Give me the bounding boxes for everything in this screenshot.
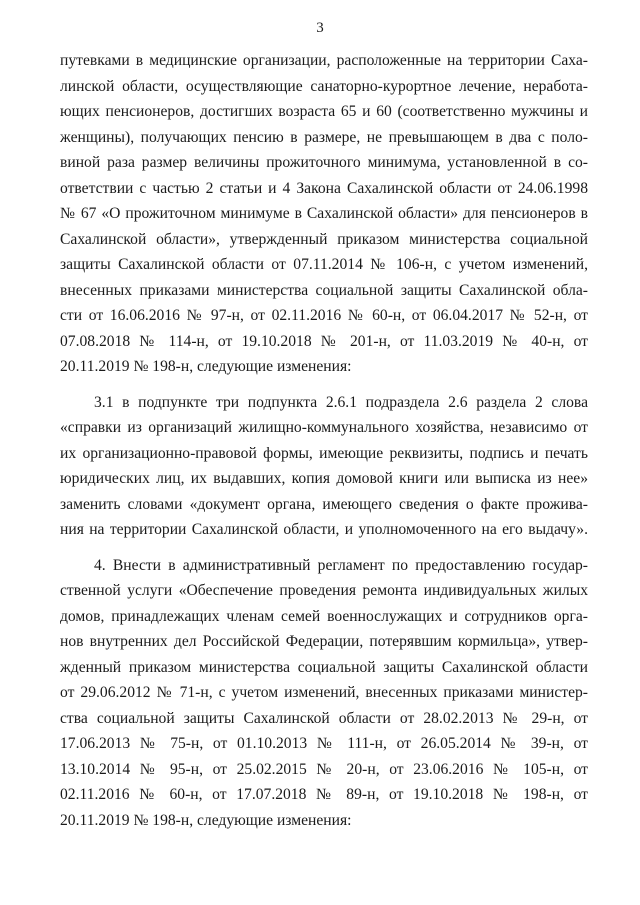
text-line: домов, принадлежащих членам семей военнослужащих и сотрудников орга- xyxy=(60,607,588,625)
text-line: жденный приказом министерства социальной защиты Сахалинской области xyxy=(60,658,588,676)
text-line: ния на территории Сахалинской области, и уполномоченного на его выдачу». xyxy=(60,521,588,538)
text-line: 20.11.2019 № 198-н, следующие изменения: xyxy=(60,811,352,829)
text-line: № 67 «О прожиточном минимуме в Сахалинской области» для пенсионеров в xyxy=(60,205,588,222)
text-line: 4. Внести в административный регламент по предоставлению государ- xyxy=(94,556,588,574)
text-line: защиты Сахалинской области от 07.11.2014 № 106-н, с учетом изменений, xyxy=(60,256,588,273)
text-line: от 29.06.2012 № 71-н, с учетом изменений, внесенных приказами министер- xyxy=(60,684,588,701)
text-line: заменить словами «документ органа, имеющего сведения о факте прожива- xyxy=(60,495,588,513)
paragraph-4 xyxy=(60,553,588,834)
page-number: 3 xyxy=(316,20,324,36)
text-line: их организационно-правовой формы, имеющие реквизиты, подпись и печать xyxy=(60,444,588,462)
text-line: ства социальной защиты Сахалинской области от 28.02.2013 № 29-н, от xyxy=(60,709,588,727)
text-line: 3.1 в подпункте три подпункта 2.6.1 подраздела 2.6 раздела 2 слова xyxy=(94,393,588,411)
text-line: 13.10.2014 № 95-н, от 25.02.2015 № 20-н, от 23.06.2016 № 105-н, от xyxy=(60,760,588,778)
paragraph-continuation xyxy=(60,48,588,380)
text-line: путевками в медицинские организации, расположенные на территории Саха- xyxy=(60,52,588,69)
text-line: внесенных приказами министерства социальной защиты Сахалинской обла- xyxy=(60,281,588,299)
text-line: юридических лиц, их выдавших, копия домовой книги или выписка из нее» xyxy=(60,470,588,487)
text-line: нов внутренних дел Российской Федерации, потерявшим кормильца», утвер- xyxy=(60,633,588,650)
text-line: Сахалинской области», утвержденный приказом министерства социальной xyxy=(60,230,588,248)
text-line: женщины), получающих пенсию в размере, не превышающем в два с поло- xyxy=(60,128,588,146)
paragraph-3-1 xyxy=(60,390,588,543)
text-line: 17.06.2013 № 75-н, от 01.10.2013 № 111-н, от 26.05.2014 № 39-н, от xyxy=(60,735,588,752)
text-line: линской области, осуществляющие санаторно-курортное лечение, неработа- xyxy=(60,77,588,95)
text-line: ответствии с частью 2 статьи и 4 Закона Сахалинской области от 24.06.1998 xyxy=(60,179,588,197)
text-line: 20.11.2019 № 198-н, следующие изменения: xyxy=(60,358,352,375)
document-body xyxy=(60,48,588,833)
text-line: ственной услуги «Обеспечение проведения ремонта индивидуальных жилых xyxy=(60,582,588,599)
text-line: 07.08.2018 № 114-н, от 19.10.2018 № 201-н, от 11.03.2019 № 40-н, от xyxy=(60,332,588,350)
text-line: «справки из организаций жилищно-коммунального хозяйства, независимо от xyxy=(60,419,588,436)
text-line: сти от 16.06.2016 № 97-н, от 02.11.2016 № 60-н, от 06.04.2017 № 52-н, от xyxy=(60,307,588,324)
text-line: ющих пенсионеров, достигших возраста 65 и 60 (соответственно мужчины и xyxy=(60,103,588,120)
text-line: 02.11.2016 № 60-н, от 17.07.2018 № 89-н, от 19.10.2018 № 198-н, от xyxy=(60,786,588,803)
text-line: виной раза размер величины прожиточного минимума, установленной в со- xyxy=(60,154,588,171)
